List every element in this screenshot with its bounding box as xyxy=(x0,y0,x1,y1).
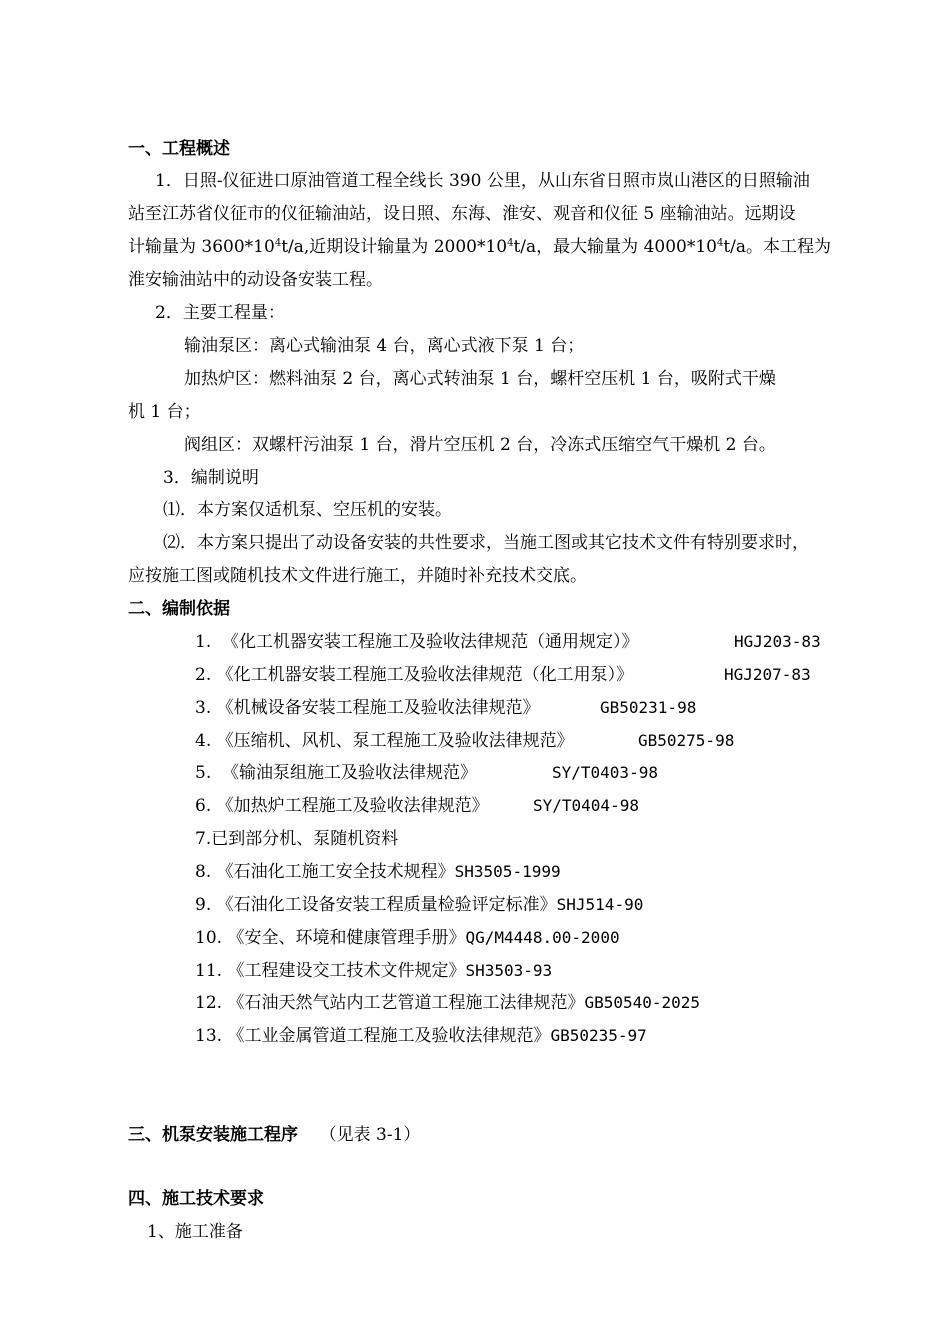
reference-code: SHJ514-90 xyxy=(556,895,644,914)
reference-item xyxy=(195,927,620,949)
reference-code: GB50235-97 xyxy=(550,1026,647,1045)
reference-code: GB50275-98 xyxy=(638,731,735,750)
reference-number: 13. xyxy=(195,1026,223,1046)
reference-item xyxy=(195,828,398,850)
reference-number: 9. xyxy=(195,895,212,915)
reference-item xyxy=(195,697,697,719)
reference-item xyxy=(195,795,639,817)
reference-code: GB50540-2025 xyxy=(584,993,701,1012)
paragraph-1-line-3 xyxy=(128,236,831,258)
reference-name: 《加热炉工程施工及验收法律规范》 xyxy=(216,796,489,816)
reference-number: 5. xyxy=(195,763,212,783)
reference-name: 《工业金属管道工程施工及验收法律规范》 xyxy=(227,1026,551,1046)
reference-name: 《输油泵组施工及验收法律规范》 xyxy=(222,763,478,783)
reference-number: 12. xyxy=(195,993,223,1013)
compile-note-2-line-2: 应按施工图或随机技术文件进行施工，并随时补充技术交底。 xyxy=(128,566,587,586)
reference-number: 7. xyxy=(195,829,212,849)
reference-name: 《石油化工施工安全技术规程》 xyxy=(216,862,455,882)
reference-item xyxy=(195,631,821,653)
reference-name: 《化工机器安装工程施工及验收法律规范（化工用泵）》 xyxy=(216,665,634,685)
section-2-title: 二、编制依据 xyxy=(128,599,230,619)
reference-number: 6. xyxy=(195,796,212,816)
compile-note-1: ⑴．本方案仅适机泵、空压机的安装。 xyxy=(163,500,452,520)
exponent-2: 4 xyxy=(507,237,514,249)
reference-name: 《工程建设交工技术文件规定》 xyxy=(227,961,466,981)
valve-area-text: 阀组区：双螺杆污油泵 1 台，滑片空压机 2 台，冷冻式压缩空气干燥机 2 台。 xyxy=(184,435,776,455)
reference-name: 已到部分机、泵随机资料 xyxy=(211,829,399,849)
reference-number: 3. xyxy=(195,698,212,718)
reference-item xyxy=(195,664,811,686)
section-3-heading xyxy=(128,1124,420,1146)
reference-code: SH3503-93 xyxy=(465,961,553,980)
reference-name: 《安全、环境和健康管理手册》 xyxy=(227,928,466,948)
reference-item xyxy=(195,992,700,1014)
exponent-3: 4 xyxy=(716,237,724,249)
paragraph-1-line-2: 站至江苏省仪征市的仪征输油站，设日照、东海、淮安、观音和仪征 5 座输油站。远期设 xyxy=(128,204,796,224)
reference-number: 11. xyxy=(195,961,223,981)
construction-prep-title: 1、施工准备 xyxy=(147,1222,243,1242)
reference-number: 8. xyxy=(195,862,212,882)
reference-item xyxy=(195,894,643,916)
section-1-title: 一、工程概述 xyxy=(128,139,230,159)
capacity-max-text: t/a，最大输量为 4000*10 xyxy=(513,237,717,257)
reference-number: 4. xyxy=(195,731,212,751)
reference-name: 《石油天然气站内工艺管道工程施工法律规范》 xyxy=(227,993,585,1013)
compile-note-2-line-1: ⑵．本方案只提出了动设备安装的共性要求，当施工图或其它技术文件有特别要求时， xyxy=(163,533,809,553)
reference-code: SH3505-1999 xyxy=(454,862,561,881)
section-3-title: 三、机泵安装施工程序 xyxy=(128,1125,298,1145)
reference-number: 10. xyxy=(195,928,223,948)
furnace-area-line-1: 加热炉区：燃料油泵 2 台，离心式转油泵 1 台，螺杆空压机 1 台，吸附式干燥 xyxy=(184,369,776,389)
paragraph-1-line-1: 1．日照-仪征进口原油管道工程全线长 390 公里，从山东省日照市岚山港区的日照输油 xyxy=(155,171,810,191)
pump-area-text: 输油泵区：离心式输油泵 4 台，离心式液下泵 1 台； xyxy=(184,336,585,356)
reference-name: 《机械设备安装工程施工及验收法律规范》 xyxy=(216,698,540,718)
reference-item xyxy=(195,730,735,752)
reference-name: 《化工机器安装工程施工及验收法律规范（通用规定）》 xyxy=(222,632,639,652)
reference-number: 2. xyxy=(195,665,212,685)
furnace-area-line-2: 机 1 台； xyxy=(128,402,201,422)
reference-code: QG/M4448.00-2000 xyxy=(465,928,620,947)
reference-item xyxy=(195,1025,647,1047)
paragraph-1-line-4: 淮安输油站中的动设备安装工程。 xyxy=(128,270,383,290)
capacity-near-text: t/a,近期设计输量为 2000*10 xyxy=(281,237,508,257)
capacity-far-text: 计输量为 3600*10 xyxy=(128,237,275,257)
reference-code: GB50231-98 xyxy=(600,698,697,717)
section-4-title: 四、施工技术要求 xyxy=(128,1189,264,1209)
reference-name: 《压缩机、风机、泵工程施工及验收法律规范》 xyxy=(216,731,574,751)
compile-notes-title: 3．编制说明 xyxy=(163,468,259,488)
reference-code: HGJ203-83 xyxy=(734,632,821,651)
reference-item xyxy=(195,861,561,883)
reference-code: HGJ207-83 xyxy=(724,665,811,684)
reference-number: 1. xyxy=(195,632,212,652)
reference-item xyxy=(195,960,552,982)
capacity-tail-text: t/a。本工程为 xyxy=(723,237,832,257)
reference-item xyxy=(195,762,658,784)
workload-title: 2．主要工程量： xyxy=(155,303,285,323)
exponent-1: 4 xyxy=(274,237,282,249)
reference-code: SY/T0404-98 xyxy=(533,796,639,815)
reference-code: SY/T0403-98 xyxy=(552,763,658,782)
reference-name: 《石油化工设备安装工程质量检验评定标准》 xyxy=(216,895,557,915)
section-3-table-ref: （见表 3-1） xyxy=(319,1125,421,1145)
